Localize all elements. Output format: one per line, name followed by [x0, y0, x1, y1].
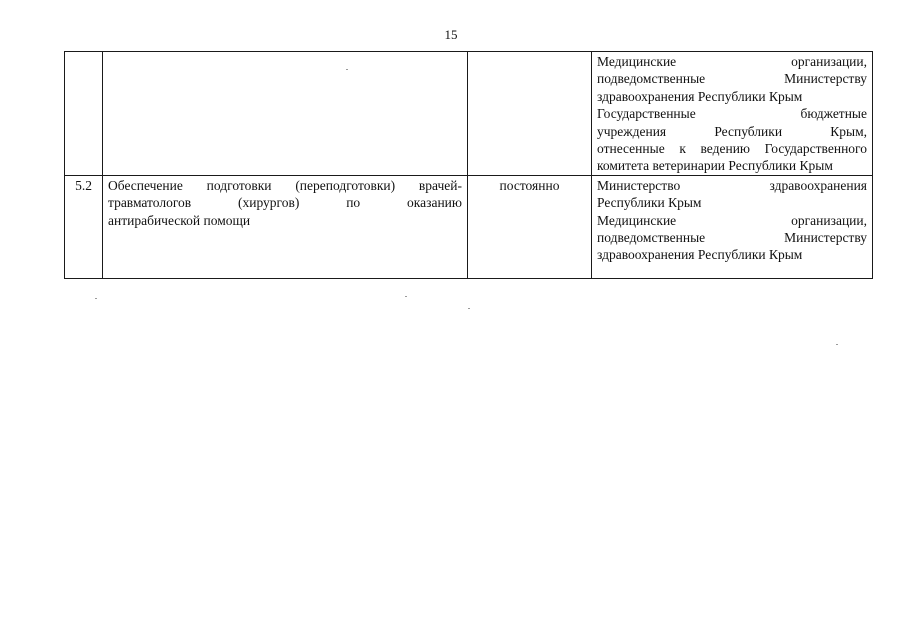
scan-speck [468, 308, 470, 309]
table-row [65, 52, 873, 176]
measure-line: Обеспечение подготовки (переподготовки) врачей- [108, 177, 462, 193]
scan-speck [405, 296, 407, 297]
executor-line: комитета ветеринарии Республики Крым [597, 158, 833, 174]
measure-cell [103, 175, 468, 278]
table-row [65, 175, 873, 278]
scan-speck [836, 344, 838, 345]
row-number-cell: 5.2 [65, 175, 103, 278]
measures-table [64, 51, 873, 279]
executor-cell [592, 175, 873, 278]
measure-line: травматологов (хирургов) по оказанию [108, 195, 462, 211]
executor-line: Медицинские организации, [597, 54, 867, 69]
term-cell: постоянно [468, 175, 592, 278]
measure-line: антирабической помощи [108, 212, 251, 228]
executor-cell [592, 52, 873, 176]
executor-line: Министерство здравоохранения [597, 177, 867, 193]
measure-cell [103, 52, 468, 176]
executor-line: отнесенные к ведению Государственного [597, 141, 867, 157]
term-cell [468, 52, 592, 176]
row-number-cell [65, 52, 103, 176]
executor-line: подведомственные Министерству [597, 71, 867, 87]
executor-line: подведомственные Министерству [597, 230, 867, 246]
executor-line: учреждения Республики Крым, [597, 123, 867, 139]
executor-line: Государственные бюджетные [597, 106, 867, 122]
executor-line: Медицинские организации, [597, 212, 867, 228]
page-number: 15 [444, 27, 458, 42]
executor-line: здравоохранения Республики Крым [597, 247, 803, 263]
executor-line: здравоохранения Республики Крым [597, 88, 803, 104]
scan-speck [95, 298, 97, 299]
scan-speck [346, 69, 348, 70]
executor-line: Республики Крым [597, 195, 702, 211]
